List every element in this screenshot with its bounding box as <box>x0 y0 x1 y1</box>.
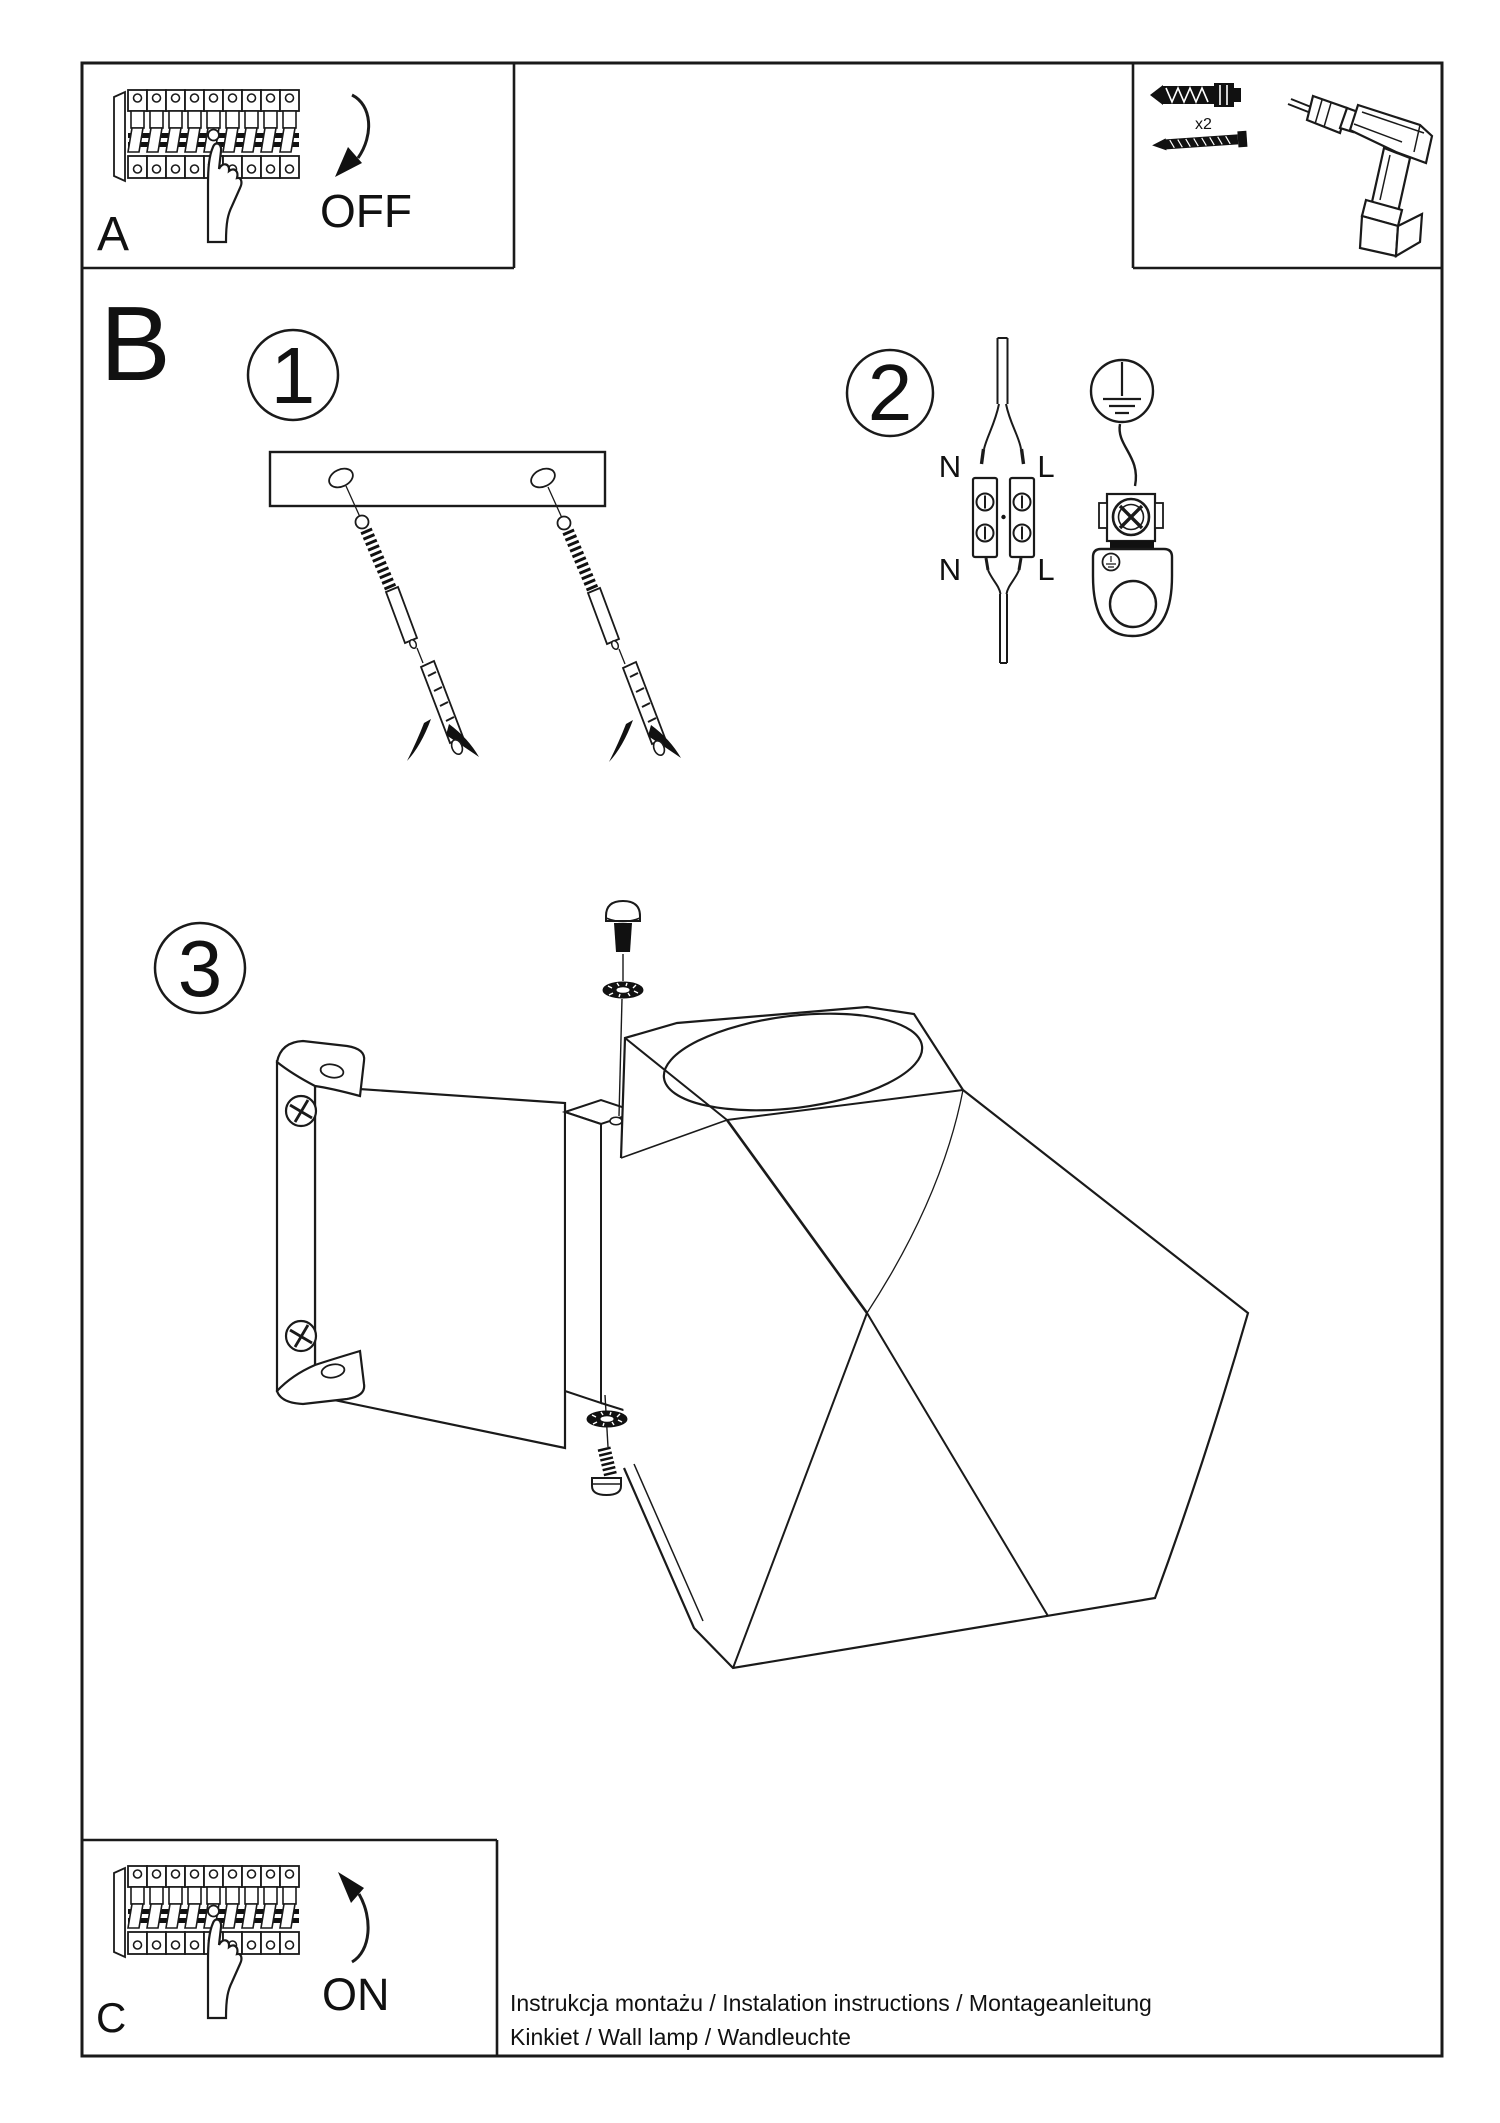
off-label: OFF <box>320 185 412 237</box>
arrow-up-icon <box>338 1872 368 1962</box>
step-2 <box>847 338 1172 663</box>
cordless-drill-icon <box>1288 96 1432 256</box>
l-label-top: L <box>1037 449 1055 484</box>
footer <box>510 1990 1152 2050</box>
ground-terminal-icon <box>1099 424 1163 549</box>
step-b-label: B <box>100 285 171 403</box>
hardware-box <box>1150 83 1432 256</box>
geometric-lamp-shade-icon <box>621 1000 1248 1668</box>
step-a-label: A <box>97 208 130 261</box>
step-3-number: 3 <box>177 924 223 1013</box>
n-label-top: N <box>938 449 962 484</box>
mounting-plate-icon <box>270 452 605 506</box>
step-c-label: C <box>96 1994 127 2041</box>
mounting-screw-icon <box>1152 131 1248 154</box>
step-3 <box>155 901 1248 1668</box>
wall-anchor-icon <box>1150 83 1241 107</box>
step-2-number: 2 <box>867 348 913 437</box>
step-a-panel <box>97 90 412 261</box>
on-label: ON <box>322 1969 390 2020</box>
step-c-panel <box>96 1866 390 2041</box>
lamp-holder-icon <box>1093 549 1172 636</box>
mains-cable-icon <box>982 338 1024 464</box>
footer-line-2: Kinkiet / Wall lamp / Wandleuchte <box>510 2024 851 2050</box>
anchor-quantity-label: x2 <box>1195 116 1212 133</box>
footer-line-1: Instrukcja montażu / Instalation instructions / Montageanleitung <box>510 1990 1152 2016</box>
wall-bracket-icon <box>277 1041 565 1448</box>
l-label-bottom: L <box>1037 552 1055 587</box>
terminal-block-icon <box>973 478 1034 557</box>
cable-out-icon <box>986 558 1021 663</box>
n-label-bottom: N <box>938 552 962 587</box>
arrow-down-icon <box>335 95 369 177</box>
step-1-number: 1 <box>270 331 316 420</box>
ground-symbol-icon <box>1091 360 1153 422</box>
step-1 <box>248 330 681 762</box>
